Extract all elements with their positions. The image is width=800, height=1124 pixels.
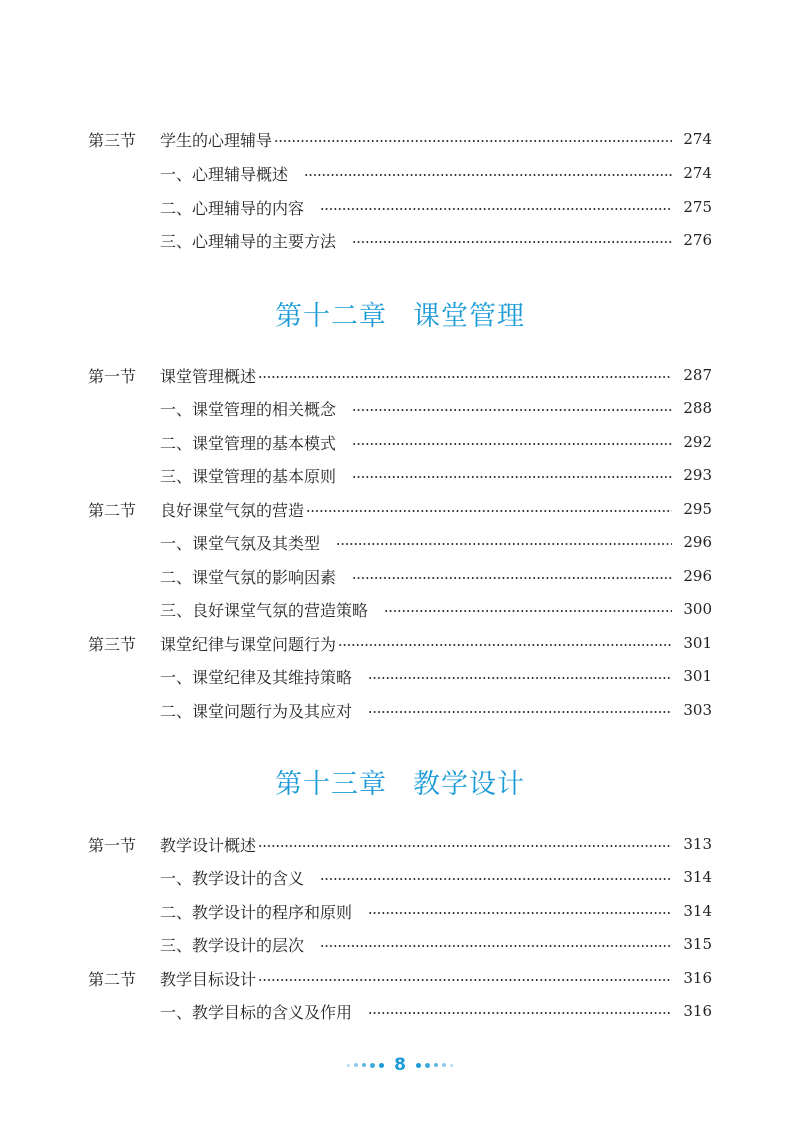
section-number: 第三节 — [88, 634, 137, 654]
toc-subsection-entry[interactable] — [160, 594, 712, 624]
page-number: 295 — [683, 500, 712, 518]
page-number: 293 — [683, 466, 712, 484]
dot-leader — [352, 241, 672, 243]
toc-subsection-entry[interactable] — [160, 393, 712, 423]
subsection-title: 一、教学设计的含义 — [160, 868, 305, 888]
subsection-title: 二、教学设计的程序和原则 — [160, 902, 353, 922]
dot-leader — [368, 711, 672, 713]
page-number: 303 — [683, 701, 712, 719]
subsection-title: 三、教学设计的层次 — [160, 935, 305, 955]
chapter-number: 第十三章 — [275, 769, 387, 800]
section-title: 课堂纪律与课堂问题行为 — [160, 634, 337, 654]
page-number: 315 — [683, 935, 712, 953]
page-number: 274 — [683, 130, 712, 148]
section-title: 教学设计概述 — [160, 835, 257, 855]
page-number: 296 — [683, 533, 712, 551]
section-title: 教学目标设计 — [160, 969, 257, 989]
toc-subsection-entry[interactable] — [160, 527, 712, 557]
dot-leader — [304, 174, 672, 176]
toc-subsection-entry[interactable] — [160, 427, 712, 457]
decorative-dots-right — [416, 1063, 453, 1068]
toc-subsection-entry[interactable] — [160, 192, 712, 222]
subsection-title: 一、课堂气氛及其类型 — [160, 533, 321, 553]
section-number: 第二节 — [88, 500, 137, 520]
page-number: 300 — [683, 600, 712, 618]
dot-leader — [258, 845, 672, 847]
dot-leader — [352, 476, 672, 478]
subsection-title: 二、课堂问题行为及其应对 — [160, 701, 353, 721]
dot-leader — [368, 912, 672, 914]
chapter-number: 第十二章 — [275, 301, 387, 332]
dot-leader — [320, 945, 672, 947]
toc-section-entry[interactable] — [88, 628, 712, 658]
page-number: 287 — [683, 366, 712, 384]
toc-subsection-entry[interactable] — [160, 661, 712, 691]
subsection-title: 二、课堂气氛的影响因素 — [160, 567, 337, 587]
subsection-title: 一、教学目标的含义及作用 — [160, 1002, 353, 1022]
toc-section-entry[interactable] — [88, 963, 712, 993]
page-number: 296 — [683, 567, 712, 585]
toc-subsection-entry[interactable] — [160, 561, 712, 591]
section-number: 第三节 — [88, 130, 137, 150]
toc-section-entry[interactable] — [88, 829, 712, 859]
toc-subsection-entry[interactable] — [160, 695, 712, 725]
toc-subsection-entry[interactable] — [160, 996, 712, 1026]
page-number: 274 — [683, 164, 712, 182]
page-number: 288 — [683, 399, 712, 417]
chapter-title: 课堂管理 — [413, 301, 525, 332]
page-number: 316 — [683, 969, 712, 987]
dot-leader — [368, 1012, 672, 1014]
page-number: 301 — [683, 634, 712, 652]
toc-section-entry[interactable] — [88, 124, 712, 154]
dot-leader — [368, 677, 672, 679]
dot-leader — [352, 577, 672, 579]
footer-page-number: 8 — [394, 1055, 406, 1075]
chapter-heading — [0, 294, 800, 333]
page-number: 313 — [683, 835, 712, 853]
chapter-heading — [0, 762, 800, 801]
subsection-title: 一、课堂管理的相关概念 — [160, 399, 337, 419]
page-number: 316 — [683, 1002, 712, 1020]
page-number: 276 — [683, 231, 712, 249]
section-number: 第一节 — [88, 366, 137, 386]
section-title: 课堂管理概述 — [160, 366, 257, 386]
dot-leader — [274, 140, 672, 142]
chapter-title: 教学设计 — [413, 769, 525, 800]
toc-subsection-entry[interactable] — [160, 225, 712, 255]
subsection-title: 二、心理辅导的内容 — [160, 198, 305, 218]
dot-leader — [258, 979, 672, 981]
subsection-title: 三、心理辅导的主要方法 — [160, 231, 337, 251]
subsection-title: 二、课堂管理的基本模式 — [160, 433, 337, 453]
section-title: 学生的心理辅导 — [160, 130, 273, 150]
dot-leader — [336, 543, 672, 545]
page-number: 301 — [683, 667, 712, 685]
page-number: 275 — [683, 198, 712, 216]
dot-leader — [320, 878, 672, 880]
dot-leader — [384, 610, 672, 612]
toc-subsection-entry[interactable] — [160, 929, 712, 959]
toc-subsection-entry[interactable] — [160, 460, 712, 490]
subsection-title: 一、心理辅导概述 — [160, 164, 289, 184]
toc-subsection-entry[interactable] — [160, 158, 712, 188]
dot-leader — [352, 443, 672, 445]
toc-section-entry[interactable] — [88, 494, 712, 524]
dot-leader — [352, 409, 672, 411]
toc-section-entry[interactable] — [88, 360, 712, 390]
dot-leader — [338, 644, 672, 646]
dot-leader — [306, 510, 672, 512]
page-number: 314 — [683, 868, 712, 886]
toc-subsection-entry[interactable] — [160, 862, 712, 892]
subsection-title: 三、课堂管理的基本原则 — [160, 466, 337, 486]
dot-leader — [258, 376, 672, 378]
section-number: 第一节 — [88, 835, 137, 855]
page-number: 292 — [683, 433, 712, 451]
dot-leader — [320, 208, 672, 210]
section-number: 第二节 — [88, 969, 137, 989]
subsection-title: 三、良好课堂气氛的营造策略 — [160, 600, 369, 620]
decorative-dots-left — [347, 1063, 384, 1068]
subsection-title: 一、课堂纪律及其维持策略 — [160, 667, 353, 687]
page-footer — [0, 1050, 800, 1080]
toc-subsection-entry[interactable] — [160, 896, 712, 926]
page-number: 314 — [683, 902, 712, 920]
section-title: 良好课堂气氛的营造 — [160, 500, 305, 520]
